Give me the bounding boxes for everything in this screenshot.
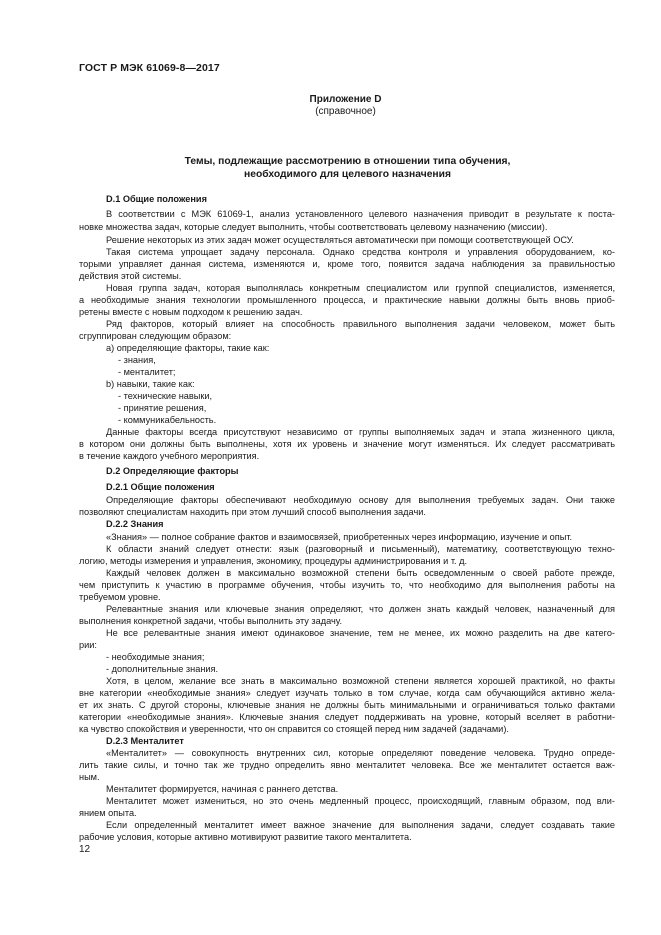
text-line: Хотя, в целом, желание все знать в максимально возможной степени является хорошей практикой, но факты	[106, 676, 615, 686]
text-line: в котором они должны быть выполнены, хотя их уровень и значение могут изменяться. Их следует рассматривать	[79, 439, 615, 449]
text-line: - коммуникабельность.	[118, 415, 217, 425]
text-line: ретены вместе с новым подходом к решению задач.	[79, 307, 303, 317]
text-line: категории «необходимые знания». Ключевые знания следует поддерживать на уровне, который вселяет в работни-	[79, 712, 615, 722]
text-line: логию, методы измерения и управления, экономику, процедуры администрирования и т. д.	[79, 556, 468, 566]
text-line: Не все релевантные знания имеют одинаковое значение, тем не менее, их можно разделить на две катего-	[106, 628, 615, 638]
section-heading: D.2.1 Общие положения	[106, 482, 215, 492]
appendix-label: Приложение D	[309, 94, 382, 105]
appendix-type: (справочное)	[315, 106, 376, 117]
text-line: лить такие силы, и точно так же трудно определить явно менталитет человека. Все же менталитет остается важ-	[79, 760, 615, 770]
text-line: Релевантные знания или ключевые знания определяют, что должен знать каждый человек, назначенный для	[106, 604, 615, 614]
text-line: - знания,	[118, 355, 156, 365]
section-heading: D.1 Общие положения	[106, 194, 207, 204]
text-line: позволяют специалистам находить при этом лучший способ выполнения задачи.	[79, 507, 426, 517]
text-line: ным.	[79, 772, 100, 782]
text-line: Такая система упрощает задачу персонала. Однако средства контроля и управления оборудованием, ко-	[106, 247, 615, 257]
text-line: новке множества задач, которые следует выполнить, чтобы соответствовать целевому назначению (миссии).	[79, 222, 548, 232]
text-line: выполнения конкретной задачи, чтобы выполнить эту задачу.	[79, 616, 343, 626]
text-line: требуемом уровне.	[79, 592, 161, 602]
text-line: вне категории «необходимые знания» следует изучать только в том случае, когда сам обучающийся активно жела-	[79, 688, 615, 698]
text-line: В соответствии с МЭК 61069-1, анализ установленного целевого назначения приводит в результате к поста-	[106, 209, 615, 219]
text-line: К области знаний следует отнести: язык (разговорный и письменный), математику, соответствующую техно-	[106, 544, 615, 554]
text-line: «Менталитет» — совокупность внутренних сил, которые определяют поведение человека. Трудно опреде-	[106, 748, 615, 758]
text-line: рабочие условия, которые активно мотивируют развитие такого менталитета.	[79, 832, 412, 842]
text-line: Решение некоторых из этих задач может осуществляться автоматически при помощи соответствующей ОСУ.	[106, 235, 574, 245]
section-heading: D.2.2 Знания	[106, 519, 164, 529]
section-heading: D.2 Определяющие факторы	[106, 466, 239, 476]
text-line: a) определяющие факторы, такие как:	[106, 343, 270, 353]
text-line: чем приступить к участию в программе обучения, чтобы изучить то, что необходимо для выполнения работы на	[79, 580, 615, 590]
appendix-title-line: Темы, подлежащие рассмотрению в отношении типа обучения,	[184, 156, 511, 167]
appendix-title-line: необходимого для целевого назначения	[244, 169, 451, 180]
text-line: рии:	[79, 640, 97, 650]
text-line: Данные факторы всегда присутствуют независимо от группы выполняемых задач и этапа жизненного цикла,	[106, 427, 615, 437]
text-line: - необходимые знания;	[106, 652, 205, 662]
text-line: - принятие решения,	[118, 403, 207, 413]
text-line: действия этой системы.	[79, 271, 182, 281]
text-line: Менталитет может измениться, но это очень медленный процесс, происходящий, главным образом, под вли-	[106, 796, 615, 806]
text-line: Каждый человек должен в максимально возможной степени быть осведомленным о своей работе прежде,	[106, 568, 615, 578]
text-line: ка чувство спокойствия и уверенности, что он справится со стоящей перед ним задачей (задачами).	[79, 724, 509, 734]
text-line: «Знания» — полное собрание фактов и взаимосвязей, приобретенных через информацию, изучение и опыт.	[106, 532, 573, 542]
text-line: а необходимые знания технологии промышленного процесса, и практические навыки должны быть вновь приоб-	[79, 295, 615, 305]
text-line: ет их знать. С другой стороны, ключевые знания не должны быть минимальными и ограничиваться только фактами	[79, 700, 615, 710]
text-line: b) навыки, такие как:	[106, 379, 195, 389]
text-line: Определяющие факторы обеспечивают необходимую основу для выполнения требуемых задач. Они также	[106, 495, 615, 505]
section-heading: D.2.3 Менталитет	[106, 736, 184, 746]
text-line: Ряд факторов, который влияет на способность правильного выполнения задачи человеком, может быть	[106, 319, 615, 329]
text-line: янием опыта.	[79, 808, 137, 818]
text-line: - менталитет;	[118, 367, 176, 377]
text-line: Новая группа задач, которая выполнялась конкретным специалистом или группой специалистов, изменяется,	[106, 283, 615, 293]
text-line: в течение каждого учебного мероприятия.	[79, 451, 260, 461]
text-line: - технические навыки,	[118, 391, 213, 401]
text-line: Если определенный менталитет имеет важное значение для выполнения задачи, следует создавать такие	[106, 820, 615, 830]
text-line: торыми управляет данная система, изменяются и, кроме того, появится задача наблюдения за правильностью	[79, 259, 615, 269]
text-line: Менталитет формируется, начиная с раннего детства.	[106, 784, 339, 794]
page-number: 12	[79, 844, 91, 855]
text-line: - дополнительные знания.	[106, 664, 219, 674]
text-line: сгруппирован следующим образом:	[79, 331, 232, 341]
standard-header: ГОСТ Р МЭК 61069-8—2017	[79, 62, 220, 74]
